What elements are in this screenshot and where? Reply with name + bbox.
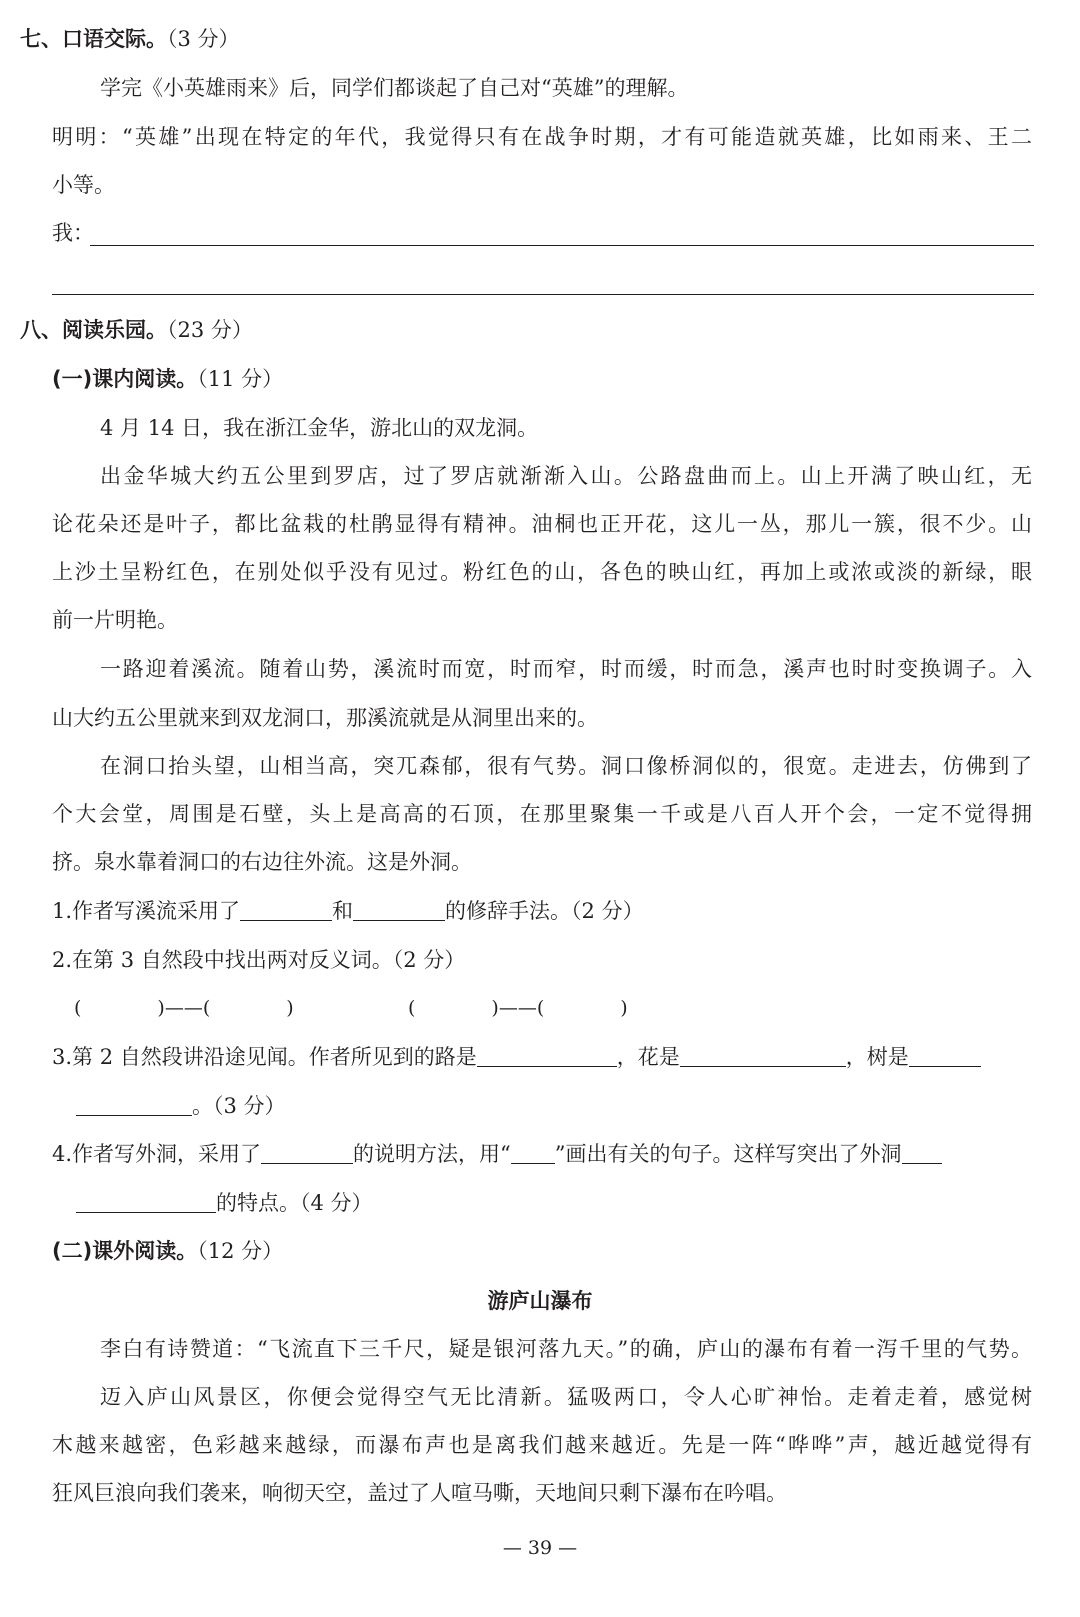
q1-text-a: 1.作者写溪流采用了 xyxy=(52,899,241,923)
section8-title: 八、阅读乐园。 xyxy=(20,318,167,342)
passage1-p2-line-2: 论花朵还是叶子，都比盆栽的杜鹃显得有精神。油桐也正开花，这儿一丛，那儿一簇，很不少。山 xyxy=(52,512,1032,536)
question-3-line-2 xyxy=(76,1091,286,1121)
passage1-p4-line-1: 在洞口抬头望，山相当高，突兀森郁，很有气势。洞口像桥洞似的，很宽。走进去，仿佛到了 xyxy=(100,754,1032,778)
section8-score: （23 分） xyxy=(167,318,253,342)
article-title: 游庐山瀑布 xyxy=(487,1289,593,1313)
question-1 xyxy=(52,896,644,926)
q1-text-b: 和 xyxy=(332,899,354,923)
part1-title: (一)课内阅读。 xyxy=(52,367,198,391)
question-2: 2.在第 3 自然段中找出两对反义词。（2 分） xyxy=(52,948,466,972)
q4-text-d: 的特点。（4 分） xyxy=(216,1191,373,1215)
passage1-p2-line-1: 出金华城大约五公里到罗店，过了罗店就渐渐入山。公路盘曲而上。山上开满了映山红，无 xyxy=(100,464,1032,488)
question-4-line-1 xyxy=(52,1139,942,1169)
page-number: — 39 — xyxy=(502,1537,578,1559)
part2-score: （12 分） xyxy=(197,1239,284,1263)
part2-heading xyxy=(52,1236,283,1266)
q4-text-c: ”画出有关的句子。这样写突出了外洞 xyxy=(554,1142,902,1166)
q2-antonym-pair-2[interactable]: ( )——( ) xyxy=(408,997,628,1019)
section7-title: 七、口语交际。 xyxy=(20,27,167,51)
passage2-paragraph-1: 李白有诗赞道：“飞流直下三千尺，疑是银河落九天。”的确，庐山的瀑布有着一泻千里的气势。 xyxy=(100,1337,1032,1361)
q4-text-b: 的说明方法，用“ xyxy=(353,1142,511,1166)
q4-blank-feature-cont[interactable] xyxy=(76,1192,216,1213)
q1-text-c: 的修辞手法。（2 分） xyxy=(445,899,644,923)
section7-score: （3 分） xyxy=(167,27,240,51)
q3-blank-tree-cont[interactable] xyxy=(76,1095,192,1116)
q1-blank-1[interactable] xyxy=(240,900,332,921)
passage1-p4-line-2: 个大会堂，周围是石壁，头上是高高的石顶，在那里聚集一千或是八百人开个会，一定不觉得拥 xyxy=(52,802,1032,826)
q3-text-b: ，花是 xyxy=(616,1045,680,1069)
me-label: 我： xyxy=(52,221,94,245)
q3-text-a: 3.第 2 自然段讲沿途见闻。作者所见到的路是 xyxy=(52,1045,477,1069)
answer-line-1[interactable] xyxy=(90,245,1034,246)
q3-text-d: 。（3 分） xyxy=(192,1094,286,1118)
question-4-line-2 xyxy=(76,1188,373,1218)
section7-intro: 学完《小英雄雨来》后，同学们都谈起了自己对“英雄”的理解。 xyxy=(100,76,689,100)
q3-blank-flower[interactable] xyxy=(680,1046,846,1067)
passage2-p2-line-1: 迈入庐山风景区，你便会觉得空气无比清新。猛吸两口，令人心旷神怡。走着走着，感觉树 xyxy=(100,1385,1032,1409)
q1-blank-2[interactable] xyxy=(353,900,445,921)
q4-blank-mark[interactable] xyxy=(511,1143,555,1164)
answer-line-2[interactable] xyxy=(52,294,1034,295)
passage2-p2-line-2: 木越来越密，色彩越来越绿，而瀑布声也是离我们越来越近。先是一阵“哗哗”声，越近越觉得有 xyxy=(52,1433,1032,1457)
passage1-p4-line-3: 挤。泉水靠着洞口的右边往外流。这是外洞。 xyxy=(52,850,472,874)
passage1-p2-line-4: 前一片明艳。 xyxy=(52,608,178,632)
q3-blank-tree[interactable] xyxy=(909,1046,981,1067)
passage2-p2-line-3: 狂风巨浪向我们袭来，响彻天空，盖过了人喧马嘶，天地间只剩下瀑布在吟唱。 xyxy=(52,1481,787,1505)
passage1-p2-line-3: 上沙土呈粉红色，在别处似乎没有见过。粉红色的山，各色的映山红，再加上或浓或淡的新绿，眼 xyxy=(52,560,1032,584)
q2-antonym-pair-1[interactable]: ( )——( ) xyxy=(74,997,294,1019)
part1-heading xyxy=(52,364,283,394)
section8-heading xyxy=(20,315,253,345)
passage1-paragraph-1: 4 月 14 日，我在浙江金华，游北山的双龙洞。 xyxy=(100,416,539,440)
passage1-p3-line-1: 一路迎着溪流。随着山势，溪流时而宽，时而窄，时而缓，时而急，溪声也时时变换调子。入 xyxy=(100,657,1032,681)
q3-text-c: ，树是 xyxy=(845,1045,909,1069)
part2-title: (二)课外阅读。 xyxy=(52,1239,198,1263)
q4-text-a: 4.作者写外洞，采用了 xyxy=(52,1142,262,1166)
mingming-line-1: 明明：“英雄”出现在特定的年代，我觉得只有在战争时期，才有可能造就英雄，比如雨来、王二 xyxy=(52,125,1032,149)
q4-blank-feature[interactable] xyxy=(902,1143,942,1164)
q4-blank-method[interactable] xyxy=(261,1143,353,1164)
section7-heading xyxy=(20,24,240,54)
part1-score: （11 分） xyxy=(197,367,284,391)
q3-blank-road[interactable] xyxy=(477,1046,617,1067)
passage1-p3-line-2: 山大约五公里就来到双龙洞口，那溪流就是从洞里出来的。 xyxy=(52,706,598,730)
question-3-line-1 xyxy=(52,1042,981,1072)
mingming-line-2: 小等。 xyxy=(52,173,115,197)
